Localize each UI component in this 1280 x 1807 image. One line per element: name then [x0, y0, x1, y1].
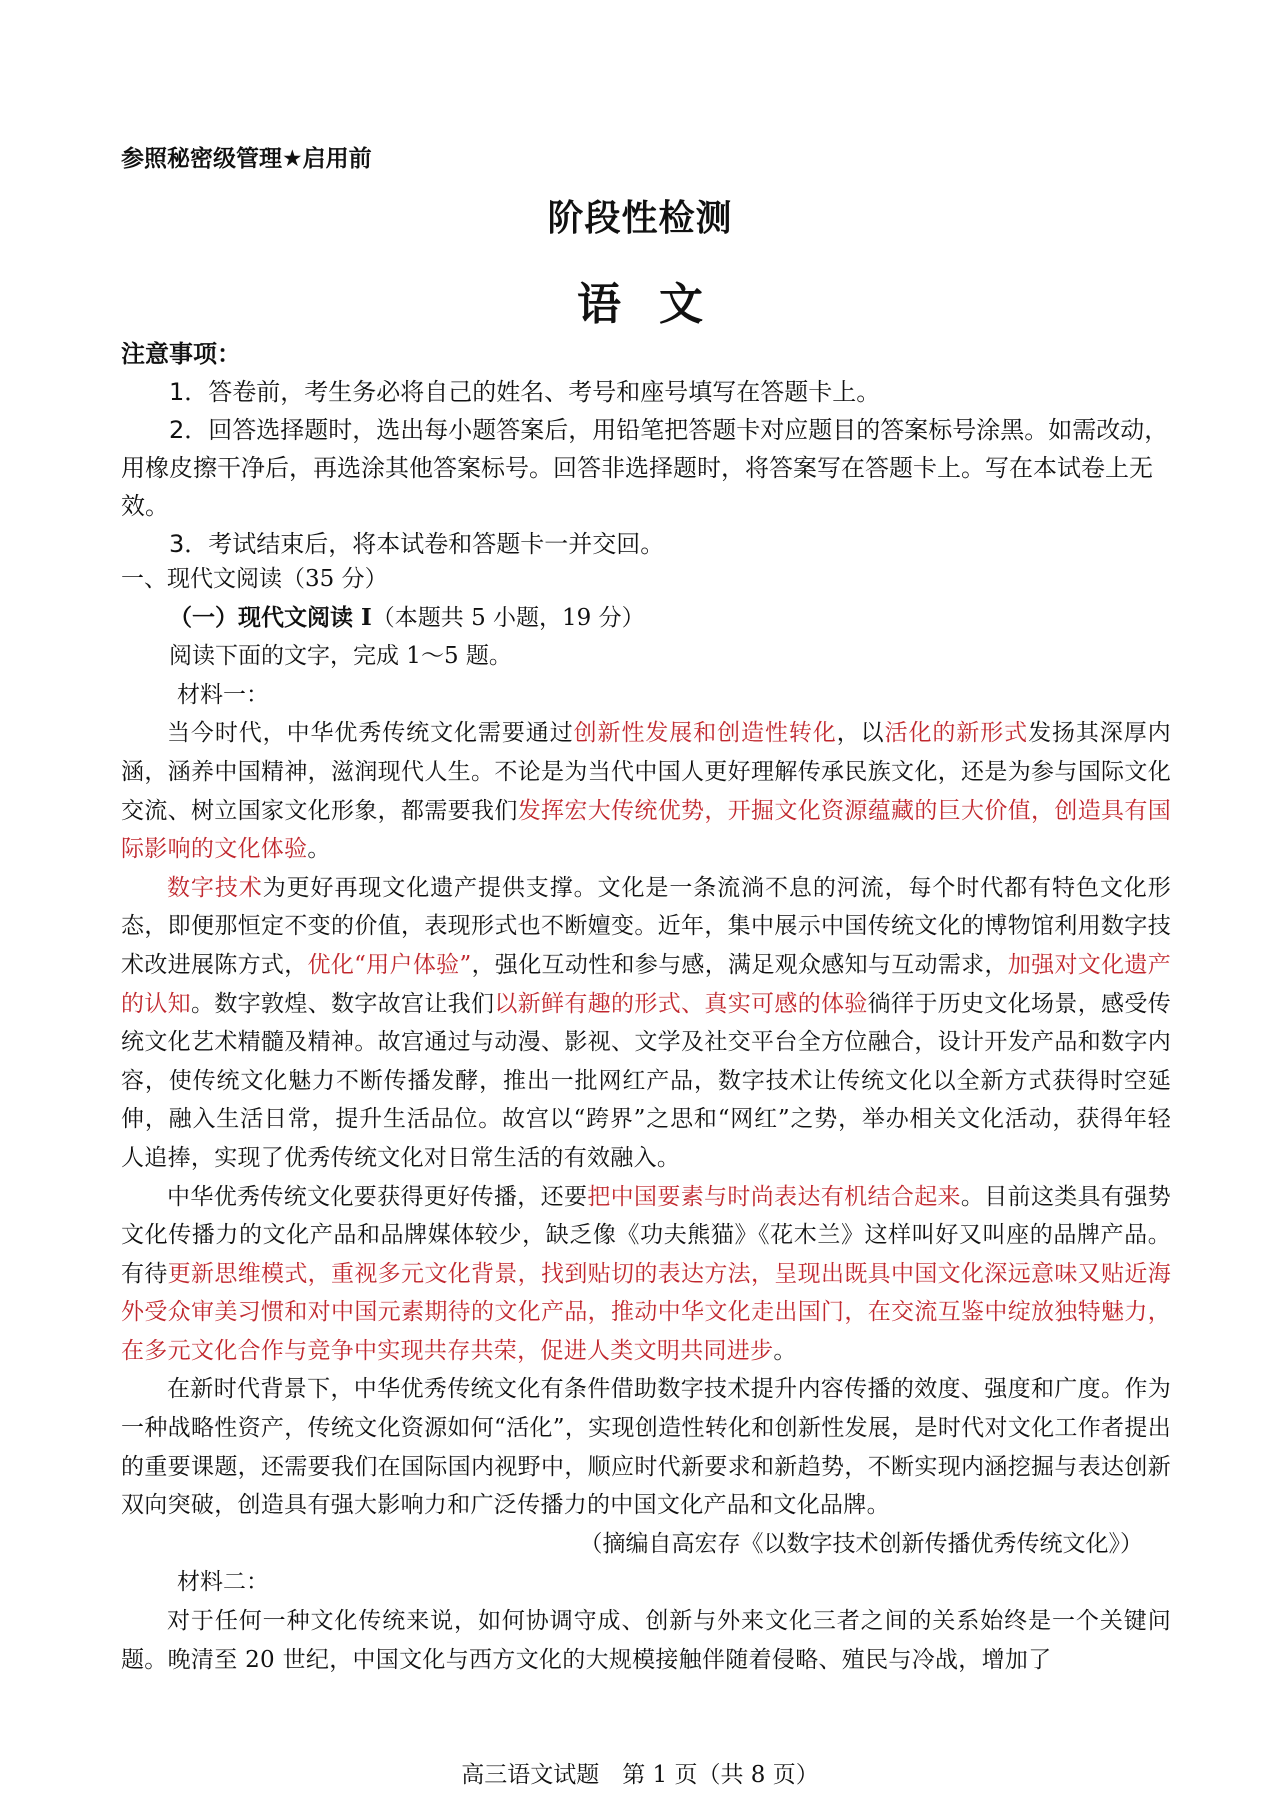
reading-instruction: 阅读下面的文字，完成 1～5 题。 [169, 643, 512, 670]
highlight-run: 活化的新形式 [884, 720, 1029, 747]
text-run: 。数字敦煌、数字故宫让我们 [191, 990, 495, 1017]
material-2-paragraph-1: 对于任何一种文化传统来说，如何协调守成、创新与外来文化三者之间的关系始终是一个关键问题。晚清至 20 世纪，中国文化与西方文化的大规模接触伴随着侵略、殖民与冷战，增加了 [121, 1608, 1171, 1673]
material-1-paragraph-3 [121, 1178, 1171, 1371]
text-run: 当今时代，中华优秀传统文化需要通过 [167, 720, 574, 747]
page-footer: 高三语文试题 第 1 页（共 8 页） [461, 1762, 819, 1788]
material-1-source: （摘编自高宏存《以数字技术创新传播优秀传统文化》） [579, 1530, 1143, 1557]
highlight-run: 加强对文化遗产的认知 [121, 951, 1172, 1017]
subsection-title [121, 599, 1171, 638]
subsection-title-bold: （一）现代文阅读 I [169, 603, 372, 631]
material-1-label: 材料一： [177, 681, 269, 708]
text-run: 。目前这类具有强势文化传播力的文化产品和品牌媒体较少，缺乏像《功夫熊猫》《花木兰》这样叫好又叫座的品牌产品。有待 [121, 1183, 1171, 1287]
highlight-run: 数字技术 [167, 874, 263, 901]
secret-label: 参照秘密级管理★启用前 [121, 146, 372, 172]
material-2-label: 材料二： [177, 1569, 269, 1596]
text-run: 发扬其深厚内涵，涵养中国精神，滋润现代人生。不论是为当代中国人更好理解传承民族文化，还是为参与国际文化交流、树立国家文化形象，都需要我们 [121, 720, 1171, 824]
section-title: 一、现代文阅读（35 分） [121, 566, 388, 592]
material-1-paragraph-2 [121, 869, 1171, 1178]
exam-title: 阶段性检测 [547, 198, 733, 239]
notice-heading: 注意事项： [121, 340, 241, 368]
text-run: 中华优秀传统文化要获得更好传播，还要 [167, 1183, 588, 1210]
subject-title: 语文 [577, 279, 741, 330]
notice-item-2: 2．回答选择题时，选出每小题答案后，用铅笔把答题卡对应题目的答案标号涂黑。如需改动，用橡皮擦干净后，再选涂其他答案标号。回答非选择题时，将答案写在答题卡上。写在本试卷上无效。 [121, 416, 1169, 520]
highlight-run: 更新思维模式，重视多元文化背景，找到贴切的表达方法，呈现出既具中国文化深远意味又贴近海外受众审美习惯和对中国元素期待的文化产品，推动中华文化走出国门，在交流互鉴中绽放独特魅力，在多元文化合作与竞争中实现共存共荣，促进人类文明共同进步 [121, 1260, 1171, 1364]
notice-block [121, 335, 1171, 563]
text-run: 。 [773, 1337, 797, 1364]
text-run: ，强化互动性和参与感，满足观众感知与互动需求， [471, 951, 1008, 978]
highlight-run: 创新性发展和创造性转化 [573, 720, 837, 747]
highlight-run: 发挥宏大传统优势，开掘文化资源蕴藏的巨大价值，创造具有国际影响的文化体验 [121, 797, 1171, 863]
text-run: ，以 [836, 720, 885, 747]
text-run: 为更好再现文化遗产提供支撑。文化是一条流淌不息的河流，每个时代都有特色文化形态，即便那恒定不变的价值，表现形式也不断嬗变。近年，集中展示中国传统文化的博物馆利用数字技术改进展陈方式， [121, 874, 1172, 978]
subsection-title-rest: （本题共 5 小题，19 分） [371, 604, 645, 631]
text-run: 徜徉于历史文化场景，感受传统文化艺术精髓及精神。故宫通过与动漫、影视、文学及社交平台全方位融合，设计开发产品和数字内容，使传统文化魅力不断传播发酵，推出一批网红产品，数字技术让传统文化以全新方式获得时空延伸，融入生活日常，提升生活品位。故宫以“跨界”之思和“网红”之势，举办相关文化活动，获得年轻人追捧，实现了优秀传统文化对日常生活的有效融入。 [121, 990, 1172, 1171]
material-1-paragraph-4: 在新时代背景下，中华优秀传统文化有条件借助数字技术提升内容传播的效度、强度和广度。作为一种战略性资产，传统文化资源如何“活化”，实现创造性转化和创新性发展，是时代对文化工作者提出的重要课题，还需要我们在国际国内视野中，顺应时代新要求和新趋势，不断实现内涵挖掘与表达创新双向突破，创造具有强大影响力和广泛传播力的中国文化产品和文化品牌。 [121, 1376, 1171, 1519]
material-1-paragraph-1 [121, 714, 1171, 868]
reading-section [121, 560, 1171, 1679]
highlight-run: 优化“用户体验” [307, 951, 472, 978]
highlight-run: 以新鲜有趣的形式、真实可感的体验 [494, 990, 868, 1017]
text-run: 。 [307, 836, 331, 863]
highlight-run: 把中国要素与时尚表达有机结合起来 [587, 1183, 961, 1210]
notice-item-3: 3．考试结束后，将本试卷和答题卡一并交回。 [169, 530, 665, 558]
notice-item-1: 1．答卷前，考生务必将自己的姓名、考号和座号填写在答题卡上。 [169, 378, 881, 406]
